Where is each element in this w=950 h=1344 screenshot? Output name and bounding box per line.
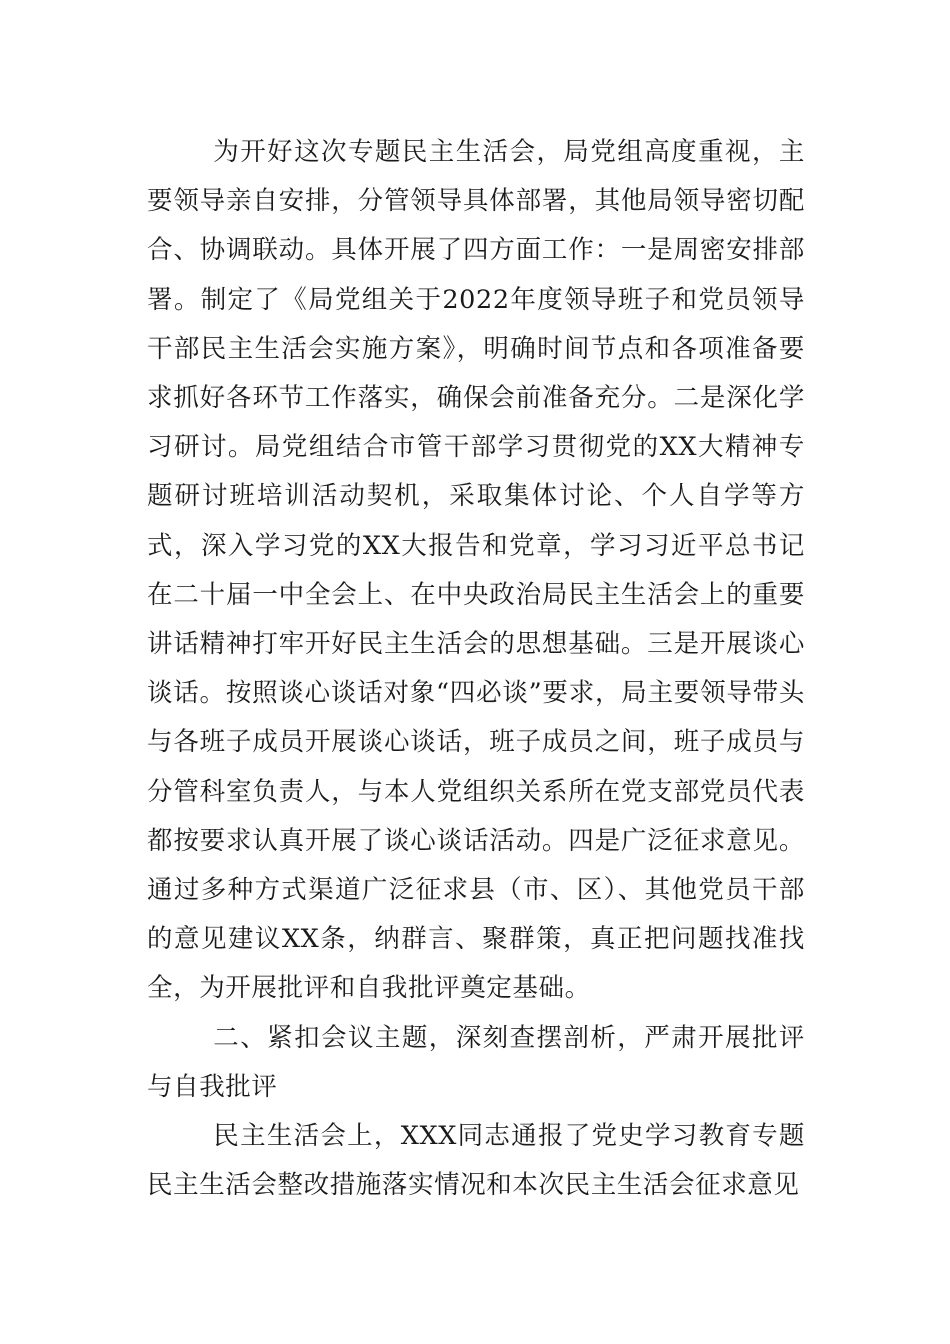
document-body — [147, 128, 805, 1210]
body-paragraph-meeting: 民主生活会上，XXX同志通报了党史学习教育专题民主生活会整改措施落实情况和本次民主生活会征求意见 — [147, 1121, 805, 1201]
body-paragraph-preparation: 为开好这次专题民主生活会，局党组高度重视，主要领导亲自安排，分管领导具体部署，其他局领导密切配合、协调联动。具体开展了四方面工作：一是周密安排部署。制定了《局党组关于2022年度领导班子和党员领导干部民主生活会实施方案》，明确时间节点和各项准备要求抓好各环节工作落实，确保会前准备充分。二是深化学习研讨。局党组结合市管干部学习贯彻党的XX大精神专题研讨班培训活动契机，采取集体讨论、个人自学等方式，深入学习党的XX大报告和党章，学习习近平总书记在二十届一中全会上、在中央政治局民主生活会上的重要讲话精神打牢开好民主生活会的思想基础。三是开展谈心谈话。按照谈心谈话对象“四必谈”要求，局主要领导带头与各班子成员开展谈心谈话，班子成员之间，班子成员与分管科室负责人，与本人党组织关系所在党支部党员代表都按要求认真开展了谈心谈话活动。四是广泛征求意见。通过多种方式渠道广泛征求县（市、区）、其他党员干部的意见建议XX条，纳群言、聚群策，真正把问题找准找全，为开展批评和自我批评奠定基础。 — [147, 137, 805, 1004]
section-heading-two: 二、紧扣会议主题，深刻查摆剖析，严肃开展批评与自我批评 — [147, 1022, 805, 1102]
